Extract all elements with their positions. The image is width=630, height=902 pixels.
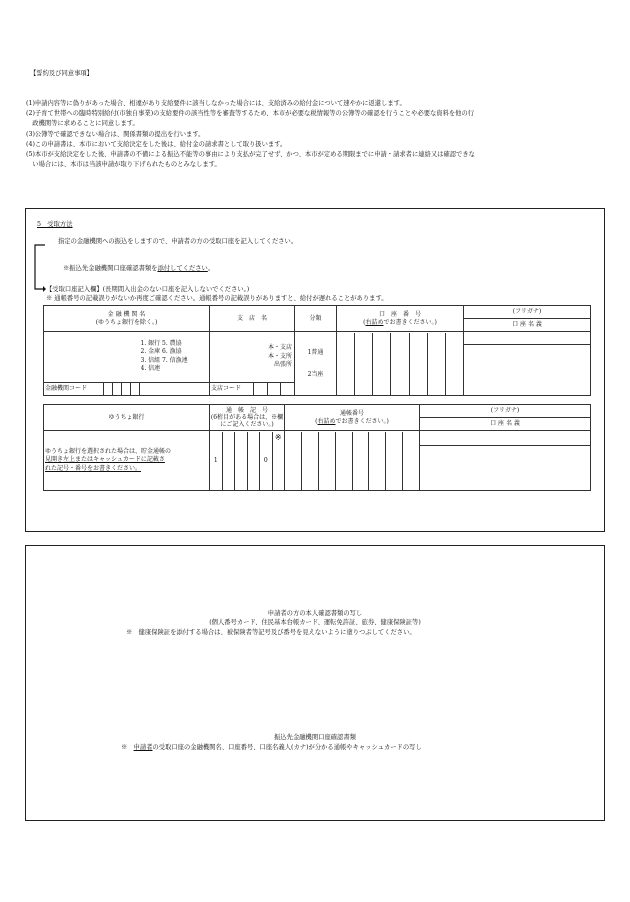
branch-code-row[interactable] — [210, 382, 295, 395]
branch-type-option[interactable]: 出張所 — [273, 361, 292, 369]
type-header: 分類 — [295, 306, 337, 332]
bank-name-input[interactable] — [44, 332, 141, 383]
yucho-instruction-line: ゆうちょ銀行を選択された場合は、貯金通帳の — [45, 447, 172, 455]
section5-title: 5 受取方法 — [37, 221, 73, 228]
id-doc-note: ※ 健康保険証を添付する場合は、被保険者等記号及び番号を見えないように塗りつぶしてください。 — [126, 629, 416, 636]
bank-type-option[interactable]: 4. 信連 — [140, 365, 161, 373]
yucho-name-header: ゆうちょ銀行 — [44, 405, 210, 431]
yucho-number-label: 通帳番号 — [339, 410, 364, 418]
bank-code-label: 金融機関コード — [45, 385, 88, 393]
yucho-number-sub-rest: でお書きください。) — [335, 417, 389, 425]
yucho-number-boxes[interactable] — [285, 431, 420, 491]
yucho-instruction-line: 見開き左上またはキャッシュカードに記載さ — [45, 456, 165, 464]
yucho-holder-label: 口 座 名 義 — [490, 420, 520, 427]
holder-header — [464, 306, 591, 332]
bank-type-options[interactable] — [141, 332, 210, 383]
branch-name-input[interactable] — [210, 332, 295, 383]
bank-type-option[interactable]: 1. 銀行 5. 農協 — [140, 339, 182, 347]
account-no-header — [337, 306, 464, 332]
attachment-section — [25, 545, 605, 821]
yucho-account-table — [43, 404, 591, 491]
yucho-right-align-emphasis: 右詰め — [317, 417, 336, 425]
bank-name-header-sub: (ゆうちょ銀行を除く。) — [95, 318, 158, 326]
pledge-item: (3)公簿等で確認できない場合は、関係書類の提出を行います。 — [26, 130, 205, 138]
branch-type-option[interactable]: 本・支店 — [267, 344, 292, 352]
account-number-boxes[interactable] — [337, 332, 464, 396]
type-current[interactable]: 2当座 — [307, 370, 324, 378]
bracket-arrow — [33, 243, 47, 293]
pledge-list — [26, 99, 475, 170]
yucho-symbol-header — [210, 405, 285, 431]
type-ordinary[interactable]: 1普通 — [307, 348, 324, 356]
branch-header: 支 店 名 — [210, 306, 295, 332]
id-doc-sub: (個人番号カード、住民基本台帳カード、運転免許証、旅券、健康保険証等) — [209, 619, 421, 626]
account-no-header-sub: (右詰めでお書きください。) — [363, 318, 437, 326]
branch-code-label: 支店コード — [211, 385, 242, 393]
pledge-item: (1)申請内容等に偽りがあった場合、相違があり支給要件に該当しなかった場合には、支給済みの給付金について速やかに返還します。 — [26, 100, 406, 107]
yucho-symbol-boxes[interactable] — [210, 431, 285, 491]
holder-label: 口 座 名 義 — [512, 321, 542, 328]
bank-doc-note-rest: の受取口座の金融機関名、口座番号、口座名義人(カナ)が分かる通帳やキャッシュカードの写し — [152, 744, 422, 751]
bank-name-header-label: 金 融 機 関 名 — [107, 311, 146, 319]
yucho-kana-label: (フリガナ) — [420, 405, 590, 418]
branch-type-option[interactable]: 本・支所 — [267, 352, 292, 360]
yucho-instruction — [44, 431, 210, 491]
bank-account-table — [43, 305, 591, 396]
right-align-emphasis: 右詰め — [365, 318, 384, 326]
attach-note-suffix: 。 — [207, 265, 215, 272]
yucho-holder-input[interactable] — [420, 431, 591, 491]
account-no-header-label: 口 座 番 号 — [378, 311, 421, 319]
account-heading: 【受取口座記入欄】(長期間入出金のない口座を記入しないでください。) — [46, 286, 250, 293]
holder-name-input[interactable] — [464, 332, 591, 396]
bank-doc-note-prefix: ※ — [121, 744, 134, 751]
pledge-item: 政機関等に求めることに同意します。 — [26, 120, 139, 128]
account-note: ※ 通帳番号の記載誤りがないか再度ご確認ください。通帳番号の記載誤りがありますと、給付が遅れることがあります。 — [46, 295, 388, 302]
pledge-item: い場合には、本市は当該申請が取り下げられたものとみなします。 — [26, 161, 221, 169]
id-doc-title: 申請者の方の本人確認書類の写し — [267, 610, 363, 617]
bank-type-option[interactable]: 2. 金庫 6. 漁協 — [140, 348, 182, 356]
pledge-item: (5)本市が支給決定をした後、申請書の不備による振込不能等の事由により支払が完了せず、かつ、本市が定める期限までに申請・請求者に連絡又は確認できな — [26, 151, 475, 159]
yucho-symbol-digit-last: 0 — [260, 432, 273, 490]
yucho-symbol-label: 通 帳 記 号 — [225, 406, 268, 414]
yucho-symbol-sub: (6桁目がある場合は、※欄にご記入ください。) — [210, 413, 284, 429]
attach-note — [63, 265, 214, 273]
pledge-heading: 【誓約及び同意事項】 — [30, 70, 93, 77]
yucho-sixth-digit-mark[interactable]: ※ — [274, 432, 282, 442]
bank-doc-title: 振込先金融機関口座確認書類 — [274, 734, 356, 741]
section5-intro: 指定の金融機関への振込をしますので、申請者の方の受取口座を記入してください。 — [58, 238, 298, 245]
attach-note-emphasis: 添付してください — [157, 265, 208, 272]
yucho-number-header: 通帳番号 (右詰めでお書きください。) — [285, 405, 420, 431]
account-type-options[interactable] — [295, 332, 337, 396]
attach-note-prefix: ※振込先金融機関口座確認書類を — [63, 265, 158, 272]
bank-name-header — [44, 306, 210, 332]
yucho-symbol-digit-first: 1 — [210, 432, 223, 490]
bank-code-row[interactable] — [44, 382, 210, 395]
bank-doc-note — [121, 744, 422, 752]
account-no-sub-rest: でお書きください。) — [383, 318, 437, 326]
pledge-item: (2)子育て世帯への臨時特別給付(市独自事業)の支給要件の該当性等を審査等するため、本市が必要な税情報等の公簿等の確認を行うことや必要な資料を他の行 — [26, 110, 475, 118]
yucho-holder-header — [420, 405, 591, 431]
kana-label: (フリガナ) — [464, 306, 590, 319]
bank-type-option[interactable]: 3. 信組 7. 信漁連 — [140, 356, 188, 364]
yucho-instruction-line: れた記号・番号をお書きください。 — [45, 464, 142, 472]
pledge-item: (4)この申請書は、本市において支給決定をした後は、給付金の請求書として取り扱います。 — [26, 140, 287, 148]
bank-doc-note-emphasis: 申請者 — [133, 744, 153, 751]
